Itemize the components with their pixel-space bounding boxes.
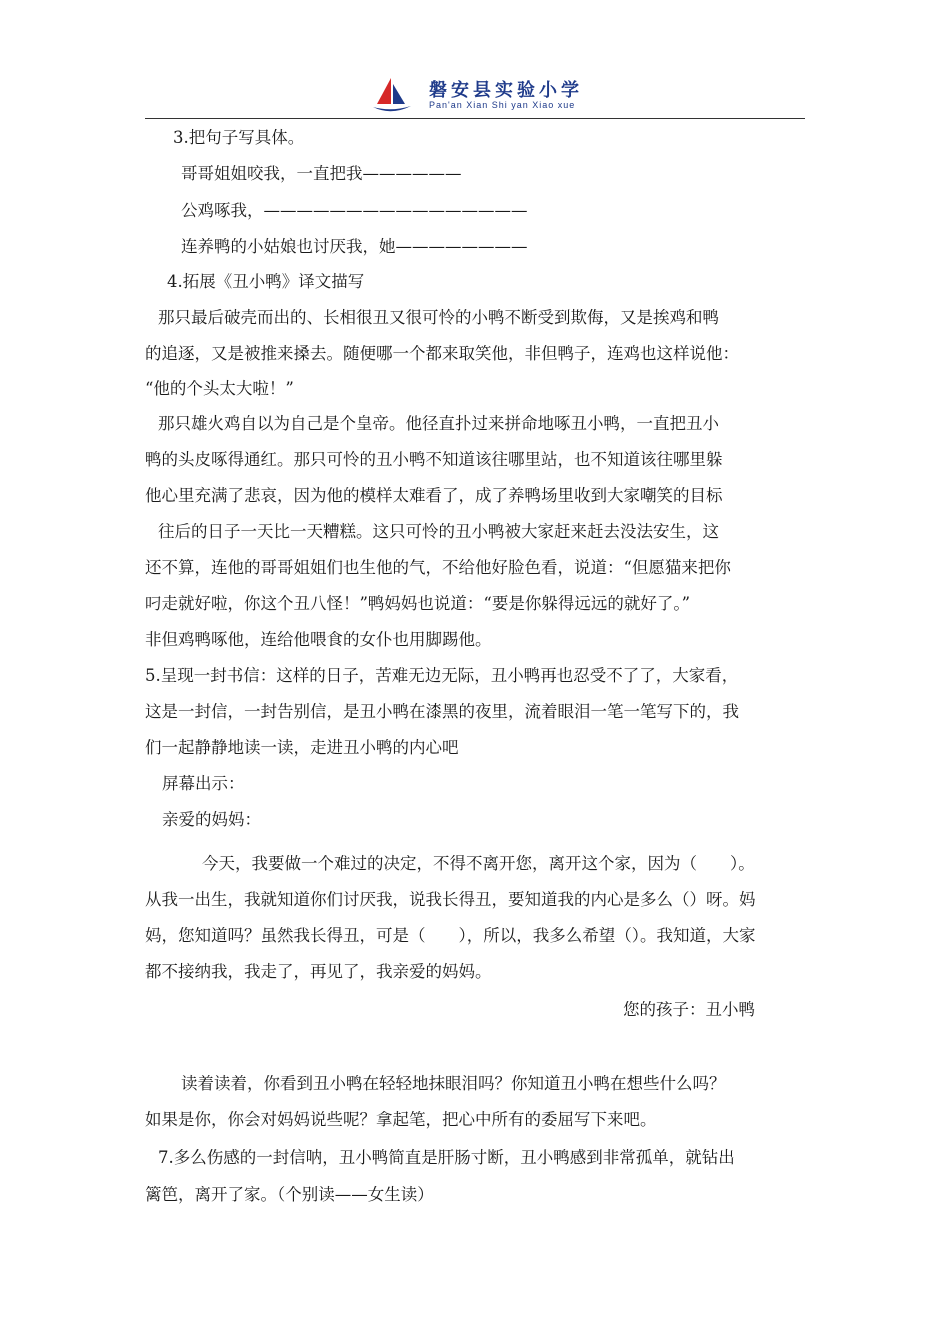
text-line: 篱笆，离开了家。（个别读——女生读）	[145, 1185, 434, 1204]
letter-line: 都不接纳我，我走了，再见了，我亲爱的妈妈。	[145, 962, 492, 981]
text-line: 往后的日子一天比一天糟糕。这只可怜的丑小鸭被大家赶来赶去没法安生，这	[158, 522, 719, 541]
letter-line: 从我一出生，我就知道你们讨厌我，说我长得丑，要知道我的内心是多么（）呀。妈	[145, 890, 756, 909]
school-name-pinyin: Pan'an Xian Shi yan Xiao xue	[429, 100, 576, 110]
text-line: 鸭的头皮啄得通红。那只可怜的丑小鸭不知道该往哪里站，也不知道该往哪里躲	[145, 450, 723, 469]
text-line: 的追逐，又是被推来搡去。随便哪一个都来取笑他，非但鸭子，连鸡也这样说他：	[145, 344, 739, 363]
header-divider	[145, 118, 805, 119]
text-line: 叼走就好啦，你这个丑八怪！”鸭妈妈也说道：“要是你躲得远远的就好了。”	[145, 594, 691, 613]
text-line: 们一起静静地读一读，走进丑小鸭的内心吧	[145, 738, 459, 757]
school-logo-icon	[369, 74, 413, 118]
school-name: 磐安县实验小学	[429, 80, 583, 101]
text-line: 公鸡啄我，————————————————	[181, 201, 528, 220]
text-line: 那只最后破壳而出的、长相很丑又很可怜的小鸭不断受到欺侮，又是挨鸡和鸭	[158, 308, 719, 327]
heading-7: 7.多么伤感的一封信呐，丑小鸭简直是肝肠寸断，丑小鸭感到非常孤单，就钻出	[158, 1148, 735, 1167]
heading-4: 4.拓展《丑小鸭》译文描写	[167, 272, 365, 291]
text-line: 这是一封信，一封告别信，是丑小鸭在漆黑的夜里，流着眼泪一笔一笔写下的，我	[145, 702, 739, 721]
letter-greeting: 亲爱的妈妈：	[162, 810, 261, 829]
heading-3: 3.把句子写具体。	[173, 128, 305, 147]
letter-line: 妈，您知道吗？虽然我长得丑，可是（ ），所以，我多么希望（）。我知道，大家	[145, 926, 756, 945]
text-line: 非但鸡鸭啄他，连给他喂食的女仆也用脚踢他。	[145, 630, 492, 649]
text-line: 连养鸭的小姑娘也讨厌我，她————————	[181, 237, 528, 256]
text-line: 屏幕出示：	[162, 774, 245, 793]
text-line: 还不算，连他的哥哥姐姐们也生他的气，不给他好脸色看，说道：“但愿猫来把你	[145, 558, 731, 577]
text-line: 那只雄火鸡自以为自己是个皇帝。他径直扑过来拼命地啄丑小鸭，一直把丑小	[158, 414, 719, 433]
letter-signature: 您的孩子：丑小鸭	[623, 1000, 755, 1019]
heading-5: 5.呈现一封书信：这样的日子，苦难无边无际，丑小鸭再也忍受不了了，大家看，	[145, 666, 739, 685]
text-line: “他的个头太大啦！”	[145, 379, 294, 398]
page-header	[145, 70, 805, 120]
text-line: 哥哥姐姐咬我，一直把我——————	[181, 164, 462, 183]
text-line: 如果是你，你会对妈妈说些呢？拿起笔，把心中所有的委屈写下来吧。	[145, 1110, 657, 1129]
text-line: 他心里充满了悲哀，因为他的模样太难看了，成了养鸭场里收到大家嘲笑的目标	[145, 486, 723, 505]
text-line: 读着读着，你看到丑小鸭在轻轻地抹眼泪吗？你知道丑小鸭在想些什么吗？	[181, 1074, 726, 1093]
letter-line: 今天，我要做一个难过的决定，不得不离开您，离开这个家，因为（ ）。	[202, 854, 755, 873]
